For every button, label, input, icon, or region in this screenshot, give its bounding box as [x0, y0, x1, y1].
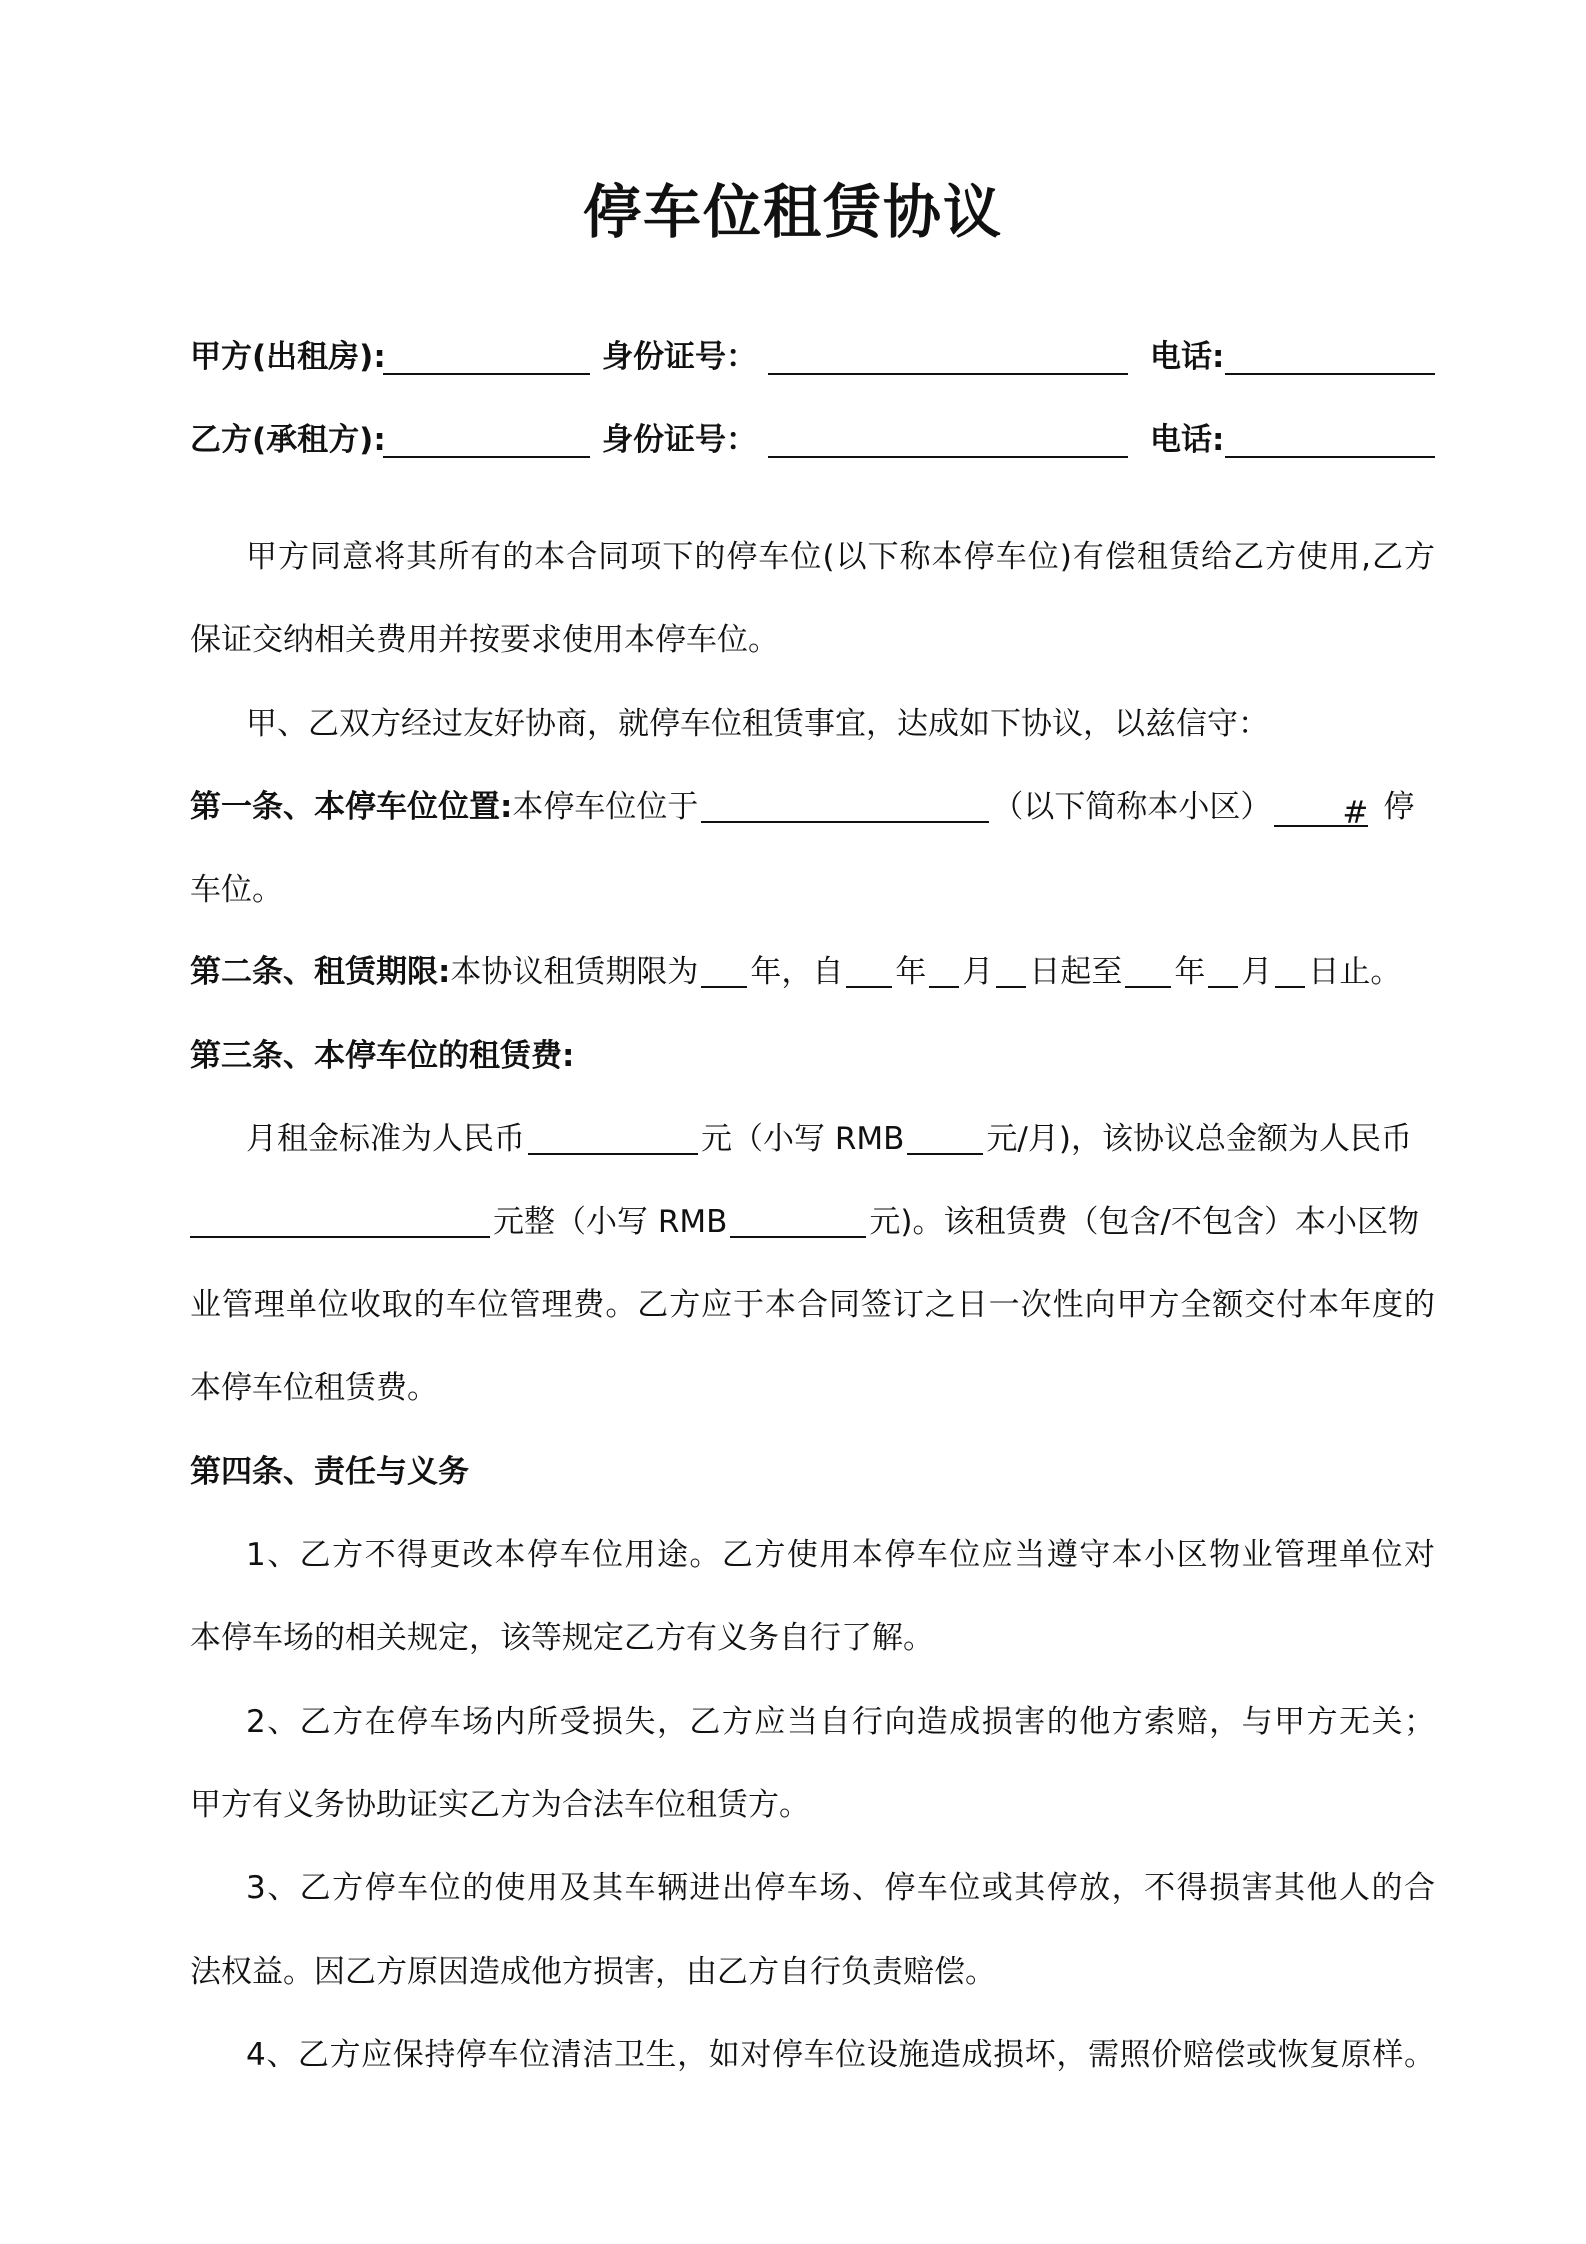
article-1-text-c: 停 — [1383, 789, 1415, 825]
article-2-t3: 年 — [895, 954, 927, 990]
party-a-id-field[interactable] — [768, 373, 1128, 375]
end-year-field[interactable] — [1125, 952, 1171, 988]
party-b-phone-label: 电话: — [1150, 422, 1225, 458]
party-b-name-field[interactable] — [383, 456, 590, 458]
article-2-line — [190, 950, 1435, 994]
article-3-l1b: 元（小写 RMB — [701, 1121, 905, 1157]
article-1-text-b: （以下简称本小区） — [992, 789, 1272, 825]
intro-paragraph-2: 甲、乙双方经过友好协商，就停车位租赁事宜，达成如下协议，以兹信守： — [246, 706, 1269, 742]
article-2-t2: 年，自 — [750, 954, 844, 990]
article-1-heading: 第一条、本停车位位置: — [190, 789, 513, 825]
total-amount-rmb-field[interactable] — [730, 1202, 866, 1238]
article-2-t1: 本协议租赁期限为 — [450, 954, 699, 990]
start-day-field[interactable] — [996, 952, 1026, 988]
article-3-line-4: 本停车位租赁费。 — [190, 1370, 438, 1406]
article-4-item-1-cont: 本停车场的相关规定，该等规定乙方有义务自行了解。 — [190, 1620, 934, 1656]
lease-years-field[interactable] — [701, 952, 747, 988]
article-1-cont: 车位。 — [190, 872, 283, 908]
party-b-id-field[interactable] — [768, 456, 1128, 458]
end-month-field[interactable] — [1208, 952, 1238, 988]
article-4-item-2-cont: 甲方有义务协助证实乙方为合法车位租赁方。 — [190, 1787, 810, 1823]
article-3-line-3: 业管理单位收取的车位管理费。乙方应于本合同签订之日一次性向甲方全额交付本年度的 — [190, 1287, 1435, 1323]
parking-number-field[interactable] — [1274, 791, 1369, 831]
article-4-heading: 第四条、责任与义务 — [190, 1454, 469, 1490]
monthly-rent-rmb-field[interactable] — [907, 1119, 983, 1155]
start-year-field[interactable] — [846, 952, 892, 988]
party-b-row — [190, 418, 1435, 462]
article-3-line-1 — [246, 1117, 1435, 1161]
article-4-item-3-cont: 法权益。因乙方原因造成他方损害，由乙方自行负责赔偿。 — [190, 1954, 996, 1990]
party-b-id-label: 身份证号： — [602, 422, 757, 458]
monthly-rent-field[interactable] — [528, 1119, 698, 1155]
party-a-label: 甲方(出租房): — [190, 339, 386, 375]
article-3-heading: 第三条、本停车位的租赁费: — [190, 1038, 575, 1074]
party-a-phone-field[interactable] — [1225, 373, 1435, 375]
article-4-item-1: 1、乙方不得更改本停车位用途。乙方使用本停车位应当遵守本小区物业管理单位对 — [246, 1537, 1435, 1573]
article-1-line — [190, 785, 1435, 829]
parking-location-field[interactable] — [701, 787, 989, 823]
total-amount-field[interactable] — [190, 1202, 490, 1238]
article-2-t5: 日起至 — [1029, 954, 1123, 990]
article-4-item-4: 4、乙方应保持停车位清洁卫生，如对停车位设施造成损坏，需照价赔偿或恢复原样。 — [246, 2037, 1435, 2073]
intro-paragraph-1-cont: 保证交纳相关费用并按要求使用本停车位。 — [190, 622, 779, 658]
party-a-name-field[interactable] — [383, 373, 590, 375]
article-2-t4: 月 — [962, 954, 994, 990]
document-title: 停车位租赁协议 — [582, 178, 1003, 246]
article-2-t7: 月 — [1241, 954, 1273, 990]
party-b-phone-field[interactable] — [1225, 456, 1435, 458]
article-2-t6: 年 — [1174, 954, 1206, 990]
start-month-field[interactable] — [929, 952, 959, 988]
article-3-l1a: 月租金标准为人民币 — [246, 1121, 525, 1157]
article-1-text-a: 本停车位位于 — [512, 789, 699, 825]
hash-symbol: # — [1342, 795, 1369, 831]
intro-paragraph-1: 甲方同意将其所有的本合同项下的停车位(以下称本停车位)有偿租赁给乙方使用,乙方 — [246, 539, 1435, 575]
article-3-l1c: 元/月)，该协议总金额为人民币 — [986, 1121, 1412, 1157]
article-3-line-2 — [190, 1200, 1435, 1244]
article-4-item-2: 2、乙方在停车场内所受损失，乙方应当自行向造成损害的他方索赔，与甲方无关； — [246, 1704, 1435, 1740]
party-a-phone-label: 电话: — [1150, 339, 1225, 375]
article-2-heading: 第二条、租赁期限: — [190, 954, 451, 990]
party-a-id-label: 身份证号： — [602, 339, 757, 375]
article-2-t8: 日止。 — [1308, 954, 1402, 990]
party-a-row — [190, 335, 1435, 379]
article-3-l2a: 元整（小写 RMB — [493, 1204, 728, 1240]
article-4-item-3: 3、乙方停车位的使用及其车辆进出停车场、停车位或其停放，不得损害其他人的合 — [246, 1870, 1435, 1906]
party-b-label: 乙方(承租方): — [190, 422, 386, 458]
article-3-l2b: 元)。该租赁费（包含/不包含）本小区物 — [869, 1204, 1419, 1240]
end-day-field[interactable] — [1275, 952, 1305, 988]
